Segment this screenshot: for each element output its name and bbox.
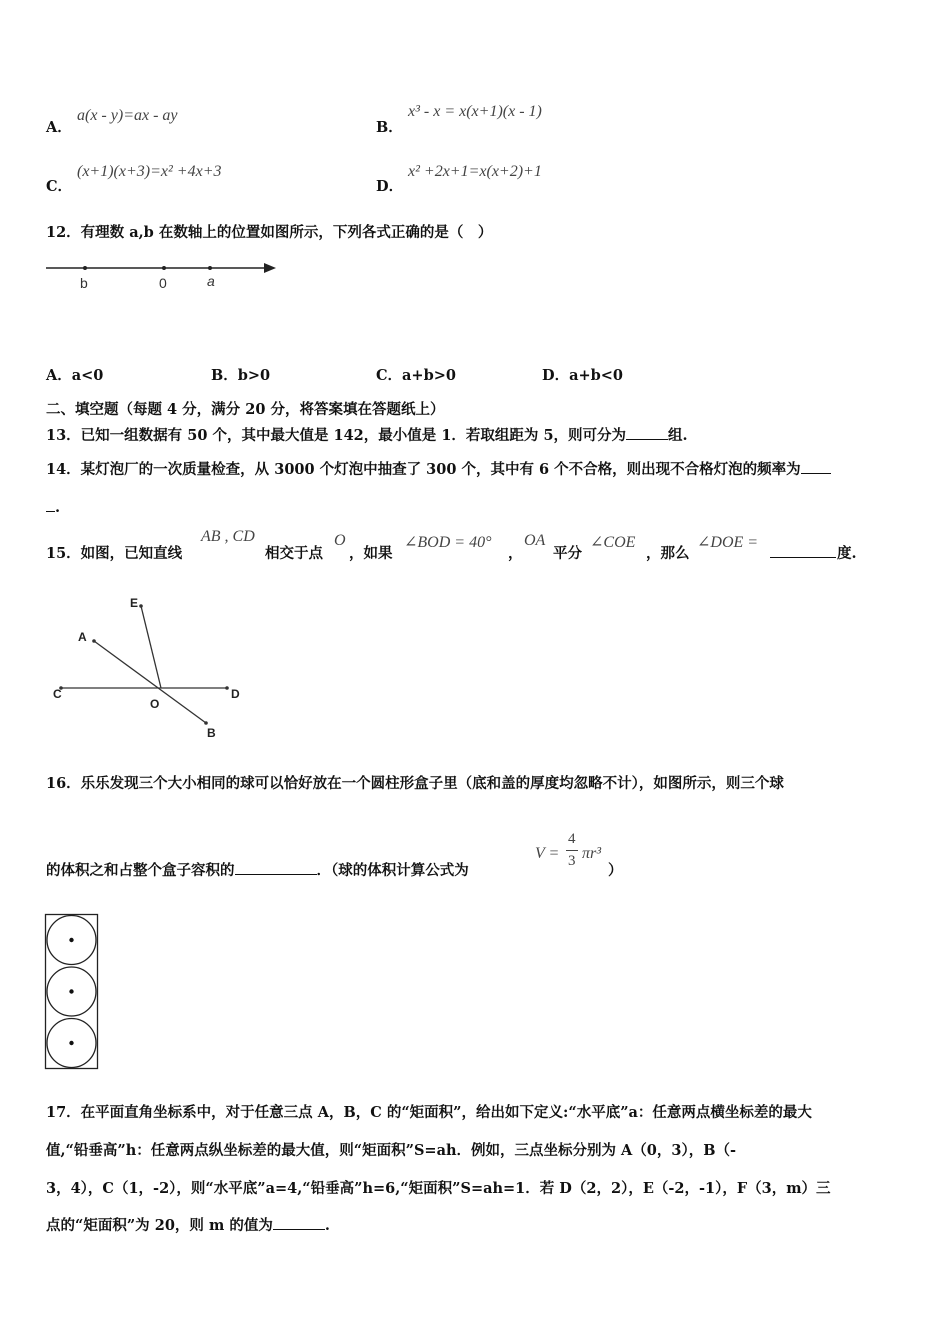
q12-stem: 12．有理数 a,b 在数轴上的位置如图所示，下列各式正确的是（ ）: [46, 224, 493, 241]
fig-label-c: C: [53, 687, 62, 701]
q14-answer-blank-part2[interactable]: [46, 496, 55, 512]
q16-line-2: [46, 859, 469, 880]
cylinder-box-figure: [44, 913, 100, 1071]
ball-top-center: [69, 938, 73, 942]
q16-text-before: 的体积之和占整个盒子容积的: [46, 862, 235, 879]
label-zero: 0: [159, 275, 167, 291]
q14-text: 14．某灯泡厂的一次质量检查，从 3000 个灯泡中抽查了 300 个，其中有 6 个不合格，则出现不合格灯泡的频率为: [46, 461, 801, 478]
q12-option-b: B．b>0: [211, 367, 271, 384]
label-a: a: [207, 273, 215, 289]
q11-option-c-expr: (x+1)(x+3)=x² +4x+3: [77, 163, 222, 180]
q16-answer-blank[interactable]: [235, 859, 317, 875]
q13-text: 13．已知一组数据有 50 个，其中最大值是 142，最小值是 1．若取组距为 5，则可分为: [46, 427, 627, 444]
fig-label-d: D: [231, 687, 240, 701]
point-a: [208, 266, 212, 270]
q14-answer-blank-part1[interactable]: [801, 458, 831, 474]
formula-numerator: 4: [568, 831, 576, 847]
q15-part7: 度.: [837, 545, 857, 562]
q15-angle-coe: ∠COE: [590, 534, 636, 551]
section-heading: 二、填空题（每题 4 分，满分 20 分，将答案填在答题纸上）: [46, 401, 445, 418]
q17-line-2: 值,“铅垂高”h：任意两点纵坐标差的最大值，则“矩面积”S=ah．例如，三点坐标分别为 A（0，3），B（-: [46, 1142, 737, 1159]
q11-option-b-label: B．: [376, 119, 403, 136]
fig-label-b: B: [207, 726, 216, 740]
q12-option-c: C．a+b>0: [376, 367, 456, 384]
label-b: b: [80, 275, 88, 291]
q15-part1: 15．如图，已知直线: [46, 545, 183, 562]
q11-option-c-label: C．: [46, 178, 73, 195]
q15-part3: ，如果: [349, 545, 393, 562]
point-e: [139, 604, 143, 608]
point-b: [83, 266, 87, 270]
ball-middle-center: [69, 989, 73, 993]
q11-option-b-expr: x³ - x = x(x+1)(x - 1): [408, 103, 542, 120]
q12-option-d: D．a+b<0: [542, 367, 623, 384]
q11-option-d-expr: x² +2x+1=x(x+2)+1: [408, 163, 542, 180]
q17-line-4: [46, 1214, 330, 1235]
point-zero: [162, 266, 166, 270]
formula-fraction-bar: [566, 850, 578, 851]
q16-text-after: ）: [608, 862, 623, 879]
q15-lines-ab-cd: AB , CD: [201, 528, 255, 545]
formula-v: V =: [535, 845, 560, 862]
q11-option-d-label: D．: [376, 178, 404, 195]
q14-text-end: .: [55, 499, 61, 516]
q13-line: [46, 424, 688, 445]
q17-answer-blank[interactable]: [273, 1214, 325, 1230]
formula-pi-r-cubed: πr³: [582, 845, 602, 862]
point-b-fig: [204, 721, 208, 725]
q13-text-end: 组.: [668, 427, 688, 444]
q17-text-after: .: [324, 1217, 330, 1234]
intersecting-lines-figure: [45, 590, 260, 745]
q15-part6: ，那么: [646, 545, 690, 562]
point-d: [225, 686, 229, 690]
q16-line-1: 16．乐乐发现三个大小相同的球可以恰好放在一个圆柱形盒子里（底和盖的厚度均忽略不计），如图所示，则三个球: [46, 775, 784, 792]
fig-label-a: A: [78, 630, 87, 644]
q17-line-1: 17．在平面直角坐标系中，对于任意三点 A，B，C 的“矩面积”，给出如下定义:“水平底”a：任意两点横坐标差的最大: [46, 1104, 812, 1121]
number-line-arrow: [264, 263, 276, 273]
fig-label-e: E: [130, 596, 139, 610]
q15-part4: ，: [508, 545, 523, 562]
q17-text-before: 点的“矩面积”为 20，则 m 的值为: [46, 1217, 273, 1234]
ball-bottom-center: [69, 1041, 73, 1045]
q14-line-2: [46, 496, 60, 516]
formula-denominator: 3: [568, 853, 576, 869]
q12-option-a: A．a<0: [46, 367, 104, 384]
q16-text-mid: ．（球的体积计算公式为: [316, 862, 469, 879]
q15-point-o: O: [334, 532, 346, 549]
q15-angle-bod: ∠BOD = 40°: [404, 534, 492, 551]
point-a-fig: [92, 639, 96, 643]
q15-angle-doe: ∠DOE =: [697, 534, 759, 551]
number-line-figure: [40, 255, 285, 295]
fig-label-o: O: [150, 697, 160, 711]
q15-part5: 平分: [553, 545, 582, 562]
ray-oe: [141, 606, 161, 688]
q15-answer-blank[interactable]: [770, 542, 836, 558]
q13-answer-blank[interactable]: [626, 424, 668, 440]
q15-ray-oa: OA: [524, 532, 546, 549]
q11-option-a-label: A．: [46, 119, 72, 136]
q11-option-a-expr: a(x - y)=ax - ay: [77, 107, 178, 124]
q15-part2: 相交于点: [265, 545, 323, 562]
q17-line-3: 3，4），C（1，-2），则“水平底”a=4,“铅垂高”h=6,“矩面积”S=ah=1．若 D（2，2），E（-2，-1），F（3，m）三: [46, 1180, 831, 1197]
q14-line: [46, 458, 831, 479]
